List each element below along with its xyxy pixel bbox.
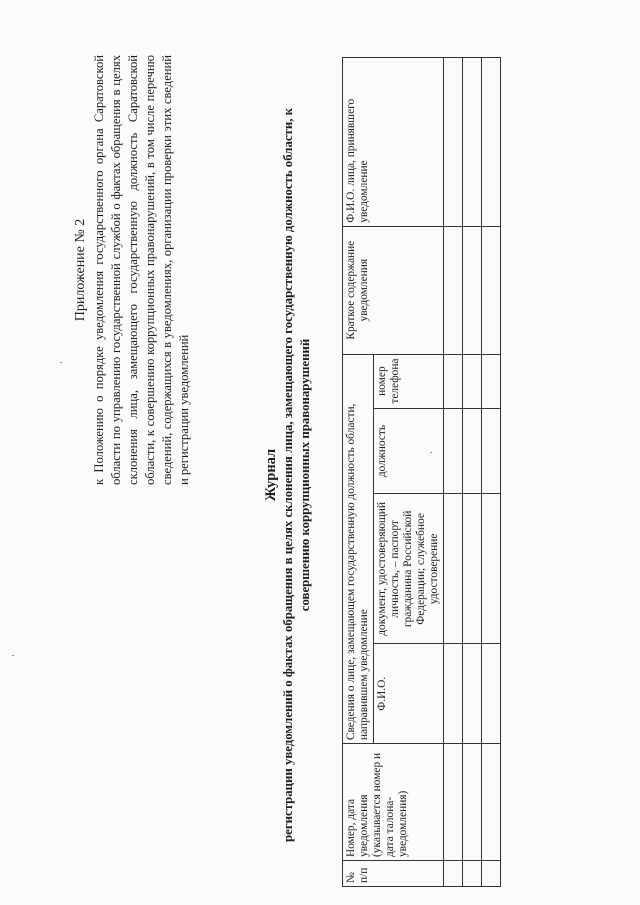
header-registration: Номер, дата уведомления (указывается номер и дата талона-уведомления) bbox=[343, 744, 444, 861]
scan-speck bbox=[12, 655, 14, 656]
table-cell bbox=[444, 408, 463, 494]
table-cell bbox=[463, 494, 482, 644]
header-position: должность bbox=[374, 408, 444, 494]
table-cell bbox=[482, 744, 501, 861]
table-cell bbox=[482, 408, 501, 494]
table-cell bbox=[444, 861, 463, 887]
table-cell bbox=[463, 861, 482, 887]
table-cell bbox=[463, 744, 482, 861]
table-header-row bbox=[343, 58, 374, 887]
table-cell bbox=[482, 58, 501, 227]
table-cell bbox=[444, 354, 463, 408]
registration-table bbox=[342, 57, 501, 887]
appendix-header bbox=[72, 55, 193, 485]
header-phone: номер телефона bbox=[374, 354, 444, 408]
header-num: № п/п bbox=[343, 861, 444, 887]
table-cell bbox=[482, 644, 501, 744]
table-cell bbox=[463, 408, 482, 494]
table-cell bbox=[444, 494, 463, 644]
table-cell bbox=[444, 644, 463, 744]
rotated-document bbox=[50, 45, 610, 905]
table-cell bbox=[444, 744, 463, 861]
table-cell bbox=[482, 861, 501, 887]
header-receiver: Ф.И.О. лица, принявшего уведомление bbox=[343, 58, 444, 227]
header-person-info: Сведения о лице, замещающем государственную должность области, направившем уведомление bbox=[343, 354, 374, 744]
table-cell bbox=[463, 58, 482, 227]
table-cell bbox=[444, 58, 463, 227]
journal-heading bbox=[262, 45, 314, 905]
table-row bbox=[463, 58, 482, 887]
header-fio: Ф.И.О. bbox=[374, 644, 444, 744]
table-cell bbox=[444, 226, 463, 354]
journal-subtitle: регистрации уведомлений о фактах обращения в целях склонения лица, замещающего государственную должность области, к совершению коррупционных правонарушений bbox=[281, 108, 312, 842]
journal-title: Журнал bbox=[263, 448, 279, 502]
header-document: документ, удостоверяющий личность, – паспорт гражданина Российской Федерации; служебное удостоверение bbox=[374, 494, 444, 644]
appendix-title: Приложение № 2 bbox=[73, 218, 88, 322]
header-summary: Краткое содержание уведомления bbox=[343, 226, 444, 354]
table-cell bbox=[482, 226, 501, 354]
table-row bbox=[482, 58, 501, 887]
table-cell bbox=[463, 354, 482, 408]
table-cell bbox=[482, 354, 501, 408]
table-cell bbox=[463, 226, 482, 354]
table-cell bbox=[482, 494, 501, 644]
appendix-text: к Положению о порядке уведомления государственного органа Саратовской области по управлению государственной службой о фактах обращения в целях склонения лица, замещающего государственную должность Саратовской области, к совершению коррупционных правонарушений, в том числе перечню сведений, содержащихся в уведомлениях, организации проверки этих сведений и регистрации уведомлений bbox=[92, 55, 191, 485]
table-cell bbox=[463, 644, 482, 744]
table-row bbox=[444, 58, 463, 887]
